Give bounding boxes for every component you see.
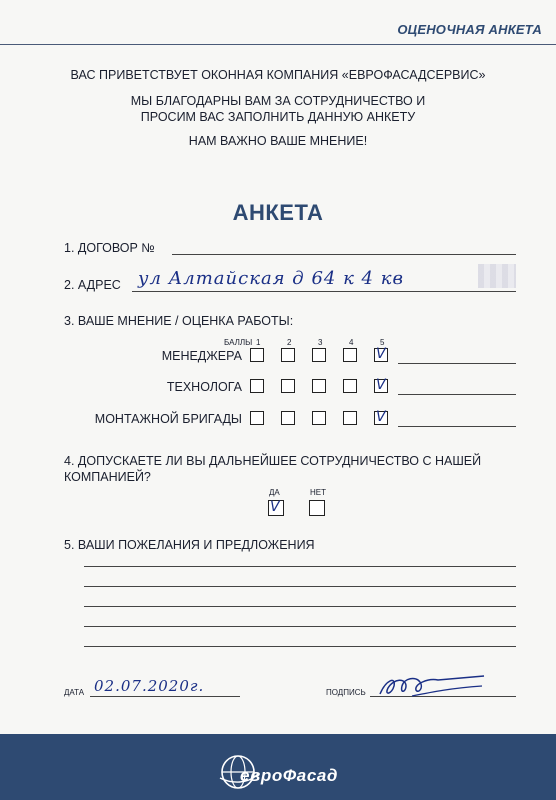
contract-label: 1. ДОГОВОР №	[64, 241, 155, 255]
address-label: 2. АДРЕС	[64, 278, 121, 292]
suggestions-line-4[interactable]	[84, 626, 516, 627]
cooperation-question-line-1: 4. ДОПУСКАЕТЕ ЛИ ВЫ ДАЛЬНЕЙШЕЕ СОТРУДНИЧЕСТВО С НАШЕЙ	[64, 454, 482, 468]
scale-label: БАЛЛЫ	[224, 338, 253, 347]
intro-line-2: МЫ БЛАГОДАРНЫ ВАМ ЗА СОТРУДНИЧЕСТВО И	[130, 94, 426, 108]
crew-check-mark: V	[376, 409, 386, 425]
no-checkbox[interactable]	[309, 500, 325, 516]
manager-score-4-checkbox[interactable]	[343, 348, 357, 362]
suggestions-line-2[interactable]	[84, 586, 516, 587]
intro-line-1: ВАС ПРИВЕТСТВУЕТ ОКОННАЯ КОМПАНИЯ «ЕВРОФАСАДСЕРВИС»	[70, 68, 486, 82]
manager-check-mark: V	[376, 346, 386, 362]
manager-score-1-checkbox[interactable]	[250, 348, 264, 362]
technologist-check-mark: V	[376, 377, 386, 393]
header-title: ОЦЕНОЧНАЯ АНКЕТА	[397, 22, 542, 37]
cooperation-question-line-2: КОМПАНИЕЙ?	[64, 470, 151, 484]
scale-2: 2	[287, 338, 292, 347]
suggestions-line-1[interactable]	[84, 566, 516, 567]
rating-row-crew-label: МОНТАЖНОЙ БРИГАДЫ	[94, 412, 242, 426]
yes-label: ДА	[269, 488, 280, 497]
address-field-line	[132, 291, 516, 292]
redacted-blur	[478, 264, 516, 288]
crew-score-2-checkbox[interactable]	[281, 411, 295, 425]
form-title: АНКЕТА	[232, 200, 324, 225]
technologist-score-3-checkbox[interactable]	[312, 379, 326, 393]
manager-comment-line[interactable]	[398, 363, 516, 364]
contract-field-line[interactable]	[172, 254, 516, 255]
manager-score-2-checkbox[interactable]	[281, 348, 295, 362]
intro-line-4: НАМ ВАЖНО ВАШЕ МНЕНИЕ!	[188, 134, 368, 148]
technologist-score-1-checkbox[interactable]	[250, 379, 264, 393]
scale-5: 5	[380, 338, 385, 347]
no-label: НЕТ	[310, 488, 326, 497]
crew-score-4-checkbox[interactable]	[343, 411, 357, 425]
intro-line-3: ПРОСИМ ВАС ЗАПОЛНИТЬ ДАННУЮ АНКЕТУ	[140, 110, 416, 124]
signature-scribble[interactable]	[372, 670, 492, 702]
crew-score-3-checkbox[interactable]	[312, 411, 326, 425]
rating-row-manager-label: МЕНЕДЖЕРА	[161, 349, 242, 363]
suggestions-line-3[interactable]	[84, 606, 516, 607]
technologist-score-2-checkbox[interactable]	[281, 379, 295, 393]
date-label: ДАТА	[64, 688, 85, 697]
technologist-score-4-checkbox[interactable]	[343, 379, 357, 393]
suggestions-line-5[interactable]	[84, 646, 516, 647]
suggestions-label: 5. ВАШИ ПОЖЕЛАНИЯ И ПРЕДЛОЖЕНИЯ	[64, 538, 315, 552]
signature-label: ПОДПИСЬ	[326, 688, 366, 697]
date-field-line	[90, 696, 240, 697]
scale-3: 3	[318, 338, 323, 347]
rating-question-label: 3. ВАШЕ МНЕНИЕ / ОЦЕНКА РАБОТЫ:	[64, 314, 294, 328]
header-divider	[0, 44, 556, 45]
address-value[interactable]: ул Алтайская д 64 к 4 кв	[138, 268, 404, 289]
technologist-comment-line[interactable]	[398, 394, 516, 395]
scale-1: 1	[256, 338, 261, 347]
yes-check-mark: V	[270, 499, 280, 515]
crew-score-1-checkbox[interactable]	[250, 411, 264, 425]
crew-comment-line[interactable]	[398, 426, 516, 427]
scale-4: 4	[349, 338, 354, 347]
rating-row-technologist-label: ТЕХНОЛОГА	[166, 380, 242, 394]
footer-logo-text: евроФасад	[240, 766, 339, 785]
manager-score-3-checkbox[interactable]	[312, 348, 326, 362]
date-value[interactable]: 02.07.2020г.	[94, 677, 205, 695]
